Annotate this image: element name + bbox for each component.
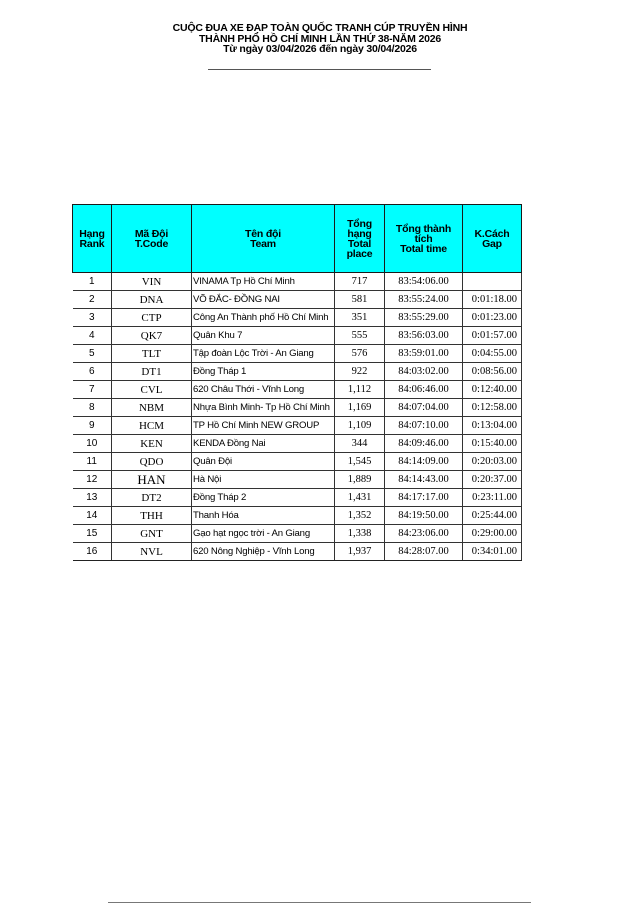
team-name-cell: Hà Nội — [192, 471, 335, 489]
table-row — [73, 399, 522, 417]
table-row — [73, 327, 522, 345]
team-code-cell: GNT — [112, 525, 192, 543]
rank-cell: 12 — [73, 471, 112, 489]
gap-cell: 0:08:56.00 — [463, 363, 522, 381]
gap-cell: 0:34:01.00 — [463, 543, 522, 561]
header-text: hạng — [347, 227, 372, 240]
total-time-cell: 84:03:02.00 — [385, 363, 463, 381]
rank-cell: 2 — [73, 291, 112, 309]
rank-cell: 6 — [73, 363, 112, 381]
gap-cell: 0:15:40.00 — [463, 435, 522, 453]
header-text: Rank — [79, 237, 105, 250]
total-time-cell: 84:19:50.00 — [385, 507, 463, 525]
total-time-cell: 83:59:01.00 — [385, 345, 463, 363]
total-place-cell: 717 — [335, 273, 385, 291]
rank-cell: 13 — [73, 489, 112, 507]
team-name-cell: Quân Khu 7 — [192, 327, 335, 345]
header-text: K.Cách — [474, 227, 510, 240]
column-header-total-place — [335, 205, 385, 273]
total-time-cell: 83:55:24.00 — [385, 291, 463, 309]
team-name-cell: Quân Đội — [192, 453, 335, 471]
total-place-cell: 1,169 — [335, 399, 385, 417]
date-range: Từ ngày 03/04/2026 đến ngày 30/04/2026 — [223, 43, 417, 55]
rank-cell: 1 — [73, 273, 112, 291]
total-place-cell: 1,338 — [335, 525, 385, 543]
team-name-cell: 620 Châu Thới - Vĩnh Long — [192, 381, 335, 399]
team-code-cell: HAN — [112, 471, 192, 489]
total-place-cell: 1,352 — [335, 507, 385, 525]
total-time-cell: 84:23:06.00 — [385, 525, 463, 543]
gap-cell: 0:01:57.00 — [463, 327, 522, 345]
gap-cell: 0:25:44.00 — [463, 507, 522, 525]
header-text: Tên đội — [245, 227, 281, 240]
team-name-cell: Đồng Tháp 1 — [192, 363, 335, 381]
column-header-gap — [463, 205, 522, 273]
total-place-cell: 922 — [335, 363, 385, 381]
rank-cell: 10 — [73, 435, 112, 453]
total-time-cell: 83:54:06.00 — [385, 273, 463, 291]
total-place-cell: 576 — [335, 345, 385, 363]
team-name-cell: VINAMA Tp Hồ Chí Minh — [192, 273, 335, 291]
total-time-cell: 84:14:43.00 — [385, 471, 463, 489]
team-code-cell: QK7 — [112, 327, 192, 345]
header-text: Team — [250, 237, 276, 250]
total-place-cell: 1,112 — [335, 381, 385, 399]
table-row — [73, 291, 522, 309]
total-place-cell: 1,889 — [335, 471, 385, 489]
gap-cell: 0:20:03.00 — [463, 453, 522, 471]
gap-cell: 0:01:23.00 — [463, 309, 522, 327]
gap-cell: 0:23:11.00 — [463, 489, 522, 507]
gap-cell: 0:12:58.00 — [463, 399, 522, 417]
team-code-cell: NVL — [112, 543, 192, 561]
total-place-cell: 1,545 — [335, 453, 385, 471]
rank-cell: 11 — [73, 453, 112, 471]
team-code-cell: DNA — [112, 291, 192, 309]
header-text: place — [346, 247, 373, 260]
total-time-cell: 84:17:17.00 — [385, 489, 463, 507]
team-code-cell: THH — [112, 507, 192, 525]
total-time-cell: 83:56:03.00 — [385, 327, 463, 345]
team-code-cell: NBM — [112, 399, 192, 417]
total-place-cell: 1,431 — [335, 489, 385, 507]
team-name-cell: Tập đoàn Lộc Trời - An Giang — [192, 345, 335, 363]
team-name-cell: Nhựa Bình Minh- Tp Hồ Chí Minh — [192, 399, 335, 417]
title-line-2: THÀNH PHỐ HỒ CHÍ MINH LẦN THỨ 38-NĂM 2026 — [198, 32, 442, 45]
table-row — [73, 471, 522, 489]
table-header-row — [73, 205, 522, 273]
rank-cell: 4 — [73, 327, 112, 345]
team-name-cell: Công An Thành phố Hồ Chí Minh — [192, 309, 335, 327]
header-text: Mã Đội — [134, 227, 169, 240]
team-name-cell: Gạo hạt ngọc trời - An Giang — [192, 525, 335, 543]
team-code-cell: CTP — [112, 309, 192, 327]
team-code-cell: QDO — [112, 453, 192, 471]
total-time-cell: 84:28:07.00 — [385, 543, 463, 561]
team-code-cell: VIN — [112, 273, 192, 291]
total-place-cell: 581 — [335, 291, 385, 309]
total-place-cell: 555 — [335, 327, 385, 345]
team-code-cell: KEN — [112, 435, 192, 453]
header-text: Tổng — [347, 217, 372, 230]
team-code-cell: DT1 — [112, 363, 192, 381]
table-row — [73, 345, 522, 363]
team-code-cell: CVL — [112, 381, 192, 399]
header-text: Tổng thành tích — [395, 222, 452, 245]
column-header-total-time — [385, 205, 463, 273]
team-name-cell: KENDA Đồng Nai — [192, 435, 335, 453]
team-name-cell: Thanh Hóa — [192, 507, 335, 525]
team-code-cell: DT2 — [112, 489, 192, 507]
gap-cell: 0:13:04.00 — [463, 417, 522, 435]
column-header-code — [112, 205, 192, 273]
rank-cell: 8 — [73, 399, 112, 417]
gap-cell: 0:29:00.00 — [463, 525, 522, 543]
gap-cell — [463, 273, 522, 291]
table-row — [73, 381, 522, 399]
rank-cell: 3 — [73, 309, 112, 327]
total-place-cell: 351 — [335, 309, 385, 327]
table-row — [73, 543, 522, 561]
total-time-cell: 84:07:04.00 — [385, 399, 463, 417]
table-row — [73, 309, 522, 327]
table-row — [73, 273, 522, 291]
table-row — [73, 489, 522, 507]
total-time-cell: 84:07:10.00 — [385, 417, 463, 435]
header-text: Total — [347, 237, 372, 250]
table-row — [73, 435, 522, 453]
rank-cell: 9 — [73, 417, 112, 435]
header-text: Gap — [482, 237, 502, 250]
total-place-cell: 1,937 — [335, 543, 385, 561]
rank-cell: 7 — [73, 381, 112, 399]
column-header-team — [192, 205, 335, 273]
gap-cell: 0:01:18.00 — [463, 291, 522, 309]
team-name-cell: Đồng Tháp 2 — [192, 489, 335, 507]
table-body — [73, 273, 522, 561]
rank-cell: 5 — [73, 345, 112, 363]
total-time-cell: 84:06:46.00 — [385, 381, 463, 399]
team-name-cell: TP Hồ Chí Minh NEW GROUP — [192, 417, 335, 435]
table-row — [73, 453, 522, 471]
header-underline — [208, 69, 431, 70]
header-text: Hạng — [79, 227, 105, 240]
rank-cell: 14 — [73, 507, 112, 525]
title-line-1: CUỘC ĐUA XE ĐẠP TOÀN QUỐC TRANH CÚP TRUYỀN HÌNH — [172, 22, 468, 34]
table-row — [73, 363, 522, 381]
rank-cell: 15 — [73, 525, 112, 543]
gap-cell: 0:20:37.00 — [463, 471, 522, 489]
total-time-cell: 84:14:09.00 — [385, 453, 463, 471]
team-code-cell: HCM — [112, 417, 192, 435]
gap-cell: 0:04:55.00 — [463, 345, 522, 363]
table-row — [73, 525, 522, 543]
page-footer-line — [108, 902, 531, 903]
table-row — [73, 507, 522, 525]
column-header-rank — [73, 205, 112, 273]
table-row — [73, 417, 522, 435]
document-header — [0, 23, 640, 55]
header-text: T.Code — [134, 237, 169, 250]
gap-cell: 0:12:40.00 — [463, 381, 522, 399]
total-place-cell: 344 — [335, 435, 385, 453]
total-time-cell: 84:09:46.00 — [385, 435, 463, 453]
team-name-cell: 620 Nông Nghiệp - Vĩnh Long — [192, 543, 335, 561]
total-place-cell: 1,109 — [335, 417, 385, 435]
team-standings-table — [72, 204, 522, 561]
team-name-cell: VÕ ĐẮC- ĐỒNG NAI — [192, 291, 335, 309]
rank-cell: 16 — [73, 543, 112, 561]
team-code-cell: TLT — [112, 345, 192, 363]
total-time-cell: 83:55:29.00 — [385, 309, 463, 327]
header-text: Total time — [400, 242, 447, 255]
